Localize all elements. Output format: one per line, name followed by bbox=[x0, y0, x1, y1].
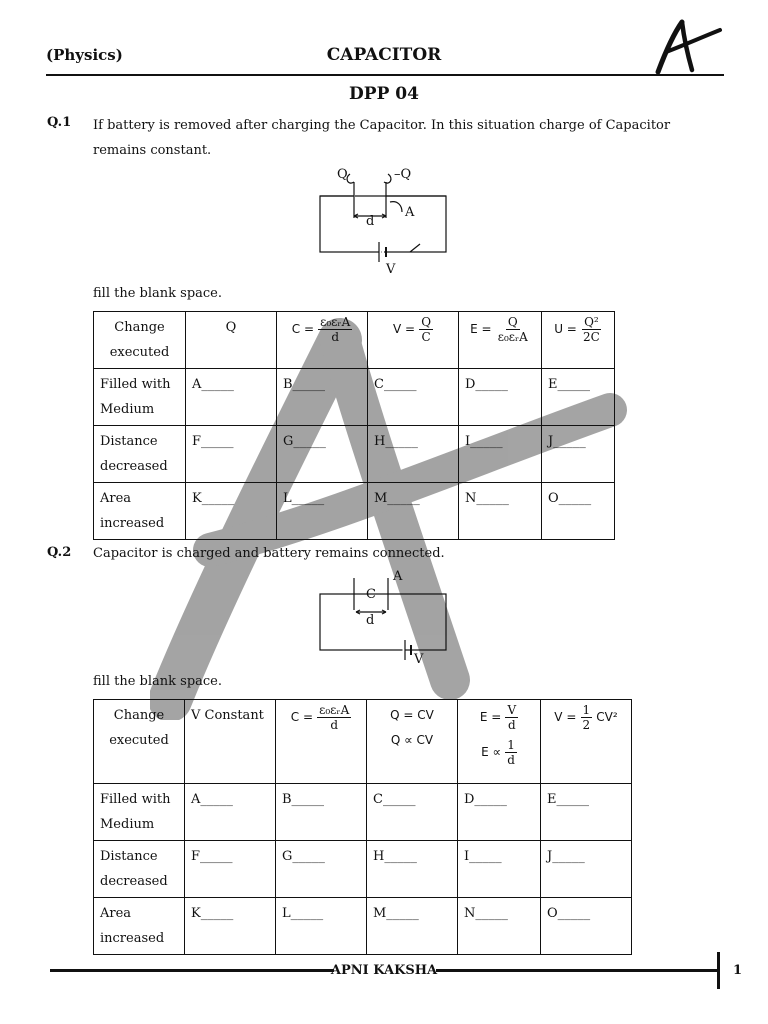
table-row bbox=[94, 841, 632, 898]
page-number: 1 bbox=[733, 963, 743, 978]
header-energy: U = $\frac{\text{Q²}}{2C}$ bbox=[542, 312, 615, 369]
blank-cell[interactable]: O_____ bbox=[542, 483, 615, 540]
subject-label: (Physics) bbox=[46, 46, 123, 64]
voltage-label: V bbox=[414, 652, 424, 667]
header-voltage-constant: V Constant bbox=[185, 700, 276, 784]
blank-cell[interactable]: L_____ bbox=[277, 483, 368, 540]
row-label: Distance decreased bbox=[94, 426, 186, 483]
blank-cell[interactable]: B_____ bbox=[277, 369, 368, 426]
distance-label: d bbox=[366, 214, 375, 229]
blank-cell[interactable]: G_____ bbox=[276, 841, 367, 898]
table-row bbox=[94, 483, 615, 540]
voltage-label: V bbox=[386, 262, 396, 277]
header-change-executed: Change executed bbox=[94, 312, 186, 369]
blank-cell[interactable]: D_____ bbox=[459, 369, 542, 426]
charge-minus-label: –Q bbox=[394, 167, 412, 182]
header-divider bbox=[46, 74, 724, 76]
blank-cell[interactable]: K_____ bbox=[185, 898, 276, 955]
area-label: A bbox=[393, 569, 403, 584]
blank-cell[interactable]: O_____ bbox=[541, 898, 632, 955]
capacitor-circuit-diagram bbox=[310, 160, 460, 280]
sheet-title: DPP 04 bbox=[349, 84, 419, 104]
blank-cell[interactable]: N_____ bbox=[459, 483, 542, 540]
header-capacitance: C = $\frac{\text{ε₀εᵣA}}{d}$ bbox=[276, 700, 367, 784]
capacitor-label: C bbox=[366, 587, 376, 602]
row-label: Area increased bbox=[94, 483, 186, 540]
table-row bbox=[94, 784, 632, 841]
fill-instruction: fill the blank space. bbox=[93, 286, 223, 301]
question-number: Q.2 bbox=[47, 545, 72, 560]
row-label: Distance decreased bbox=[94, 841, 185, 898]
blank-cell[interactable]: F_____ bbox=[185, 841, 276, 898]
blank-cell[interactable]: A_____ bbox=[185, 784, 276, 841]
row-label: Filled with Medium bbox=[94, 784, 185, 841]
header-energy: V = $\frac{1}{2}$ CV² bbox=[541, 700, 632, 784]
area-label: A bbox=[405, 205, 415, 220]
blank-cell[interactable]: E_____ bbox=[541, 784, 632, 841]
blank-cell[interactable]: I_____ bbox=[458, 841, 541, 898]
blank-cell[interactable]: B_____ bbox=[276, 784, 367, 841]
q2-table bbox=[93, 699, 632, 955]
blank-cell[interactable]: H_____ bbox=[367, 841, 458, 898]
blank-cell[interactable]: F_____ bbox=[186, 426, 277, 483]
blank-cell[interactable]: M_____ bbox=[368, 483, 459, 540]
header-field: E = $\frac{V}{d}$ E ∝ $\frac{1}{d}$ bbox=[458, 700, 541, 784]
header-charge: Q = CV Q ∝ CV bbox=[367, 700, 458, 784]
blank-cell[interactable]: G_____ bbox=[277, 426, 368, 483]
question-text: If battery is removed after charging the Capacitor. In this situation charge of Capacitor remains constant. bbox=[93, 118, 671, 158]
question-number: Q.1 bbox=[47, 115, 72, 130]
table-row bbox=[94, 426, 615, 483]
blank-cell[interactable]: A_____ bbox=[186, 369, 277, 426]
footer-tick bbox=[717, 952, 720, 989]
capacitor-battery-diagram bbox=[310, 570, 460, 670]
header-voltage: V = $\frac{Q}{C}$ bbox=[368, 312, 459, 369]
blank-cell[interactable]: H_____ bbox=[368, 426, 459, 483]
blank-cell[interactable]: L_____ bbox=[276, 898, 367, 955]
blank-cell[interactable]: J_____ bbox=[541, 841, 632, 898]
header-change-executed: Change executed bbox=[94, 700, 185, 784]
blank-cell[interactable]: K_____ bbox=[186, 483, 277, 540]
blank-cell[interactable]: N_____ bbox=[458, 898, 541, 955]
distance-label: d bbox=[366, 613, 375, 628]
footer-brand: APNI KAKSHA bbox=[330, 963, 438, 978]
blank-cell[interactable]: J_____ bbox=[542, 426, 615, 483]
page-title: CAPACITOR bbox=[326, 45, 442, 65]
fill-instruction: fill the blank space. bbox=[93, 674, 223, 689]
blank-cell[interactable]: D_____ bbox=[458, 784, 541, 841]
table-row bbox=[94, 369, 615, 426]
header-capacitance: C = $\frac{\text{ε₀εᵣA}}{d}$ bbox=[277, 312, 368, 369]
header-field: E = $\frac{Q}{\text{ε₀εᵣA}}$ bbox=[459, 312, 542, 369]
row-label: Area increased bbox=[94, 898, 185, 955]
brand-logo-icon bbox=[652, 18, 724, 76]
q1-table bbox=[93, 311, 615, 540]
blank-cell[interactable]: M_____ bbox=[367, 898, 458, 955]
blank-cell[interactable]: I_____ bbox=[459, 426, 542, 483]
blank-cell[interactable]: E_____ bbox=[542, 369, 615, 426]
row-label: Filled with Medium bbox=[94, 369, 186, 426]
blank-cell[interactable]: C_____ bbox=[367, 784, 458, 841]
table-row bbox=[94, 898, 632, 955]
charge-plus-label: Q bbox=[337, 167, 348, 182]
header-charge: Q bbox=[186, 312, 277, 369]
question-text: Capacitor is charged and battery remains connected. bbox=[93, 546, 445, 561]
blank-cell[interactable]: C_____ bbox=[368, 369, 459, 426]
